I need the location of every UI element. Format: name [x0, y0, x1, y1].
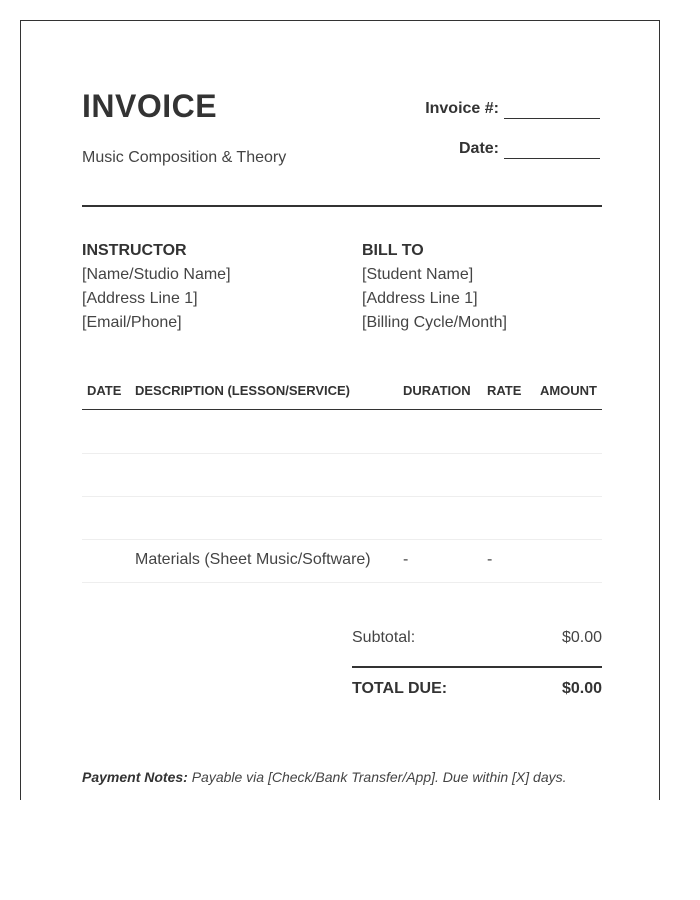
bill-to-line: [Address Line 1] [362, 290, 478, 307]
subtotal-value: $0.00 [561, 629, 602, 646]
table-row [82, 410, 602, 454]
invoice-title: INVOICE [82, 88, 218, 124]
invoice-sheet [20, 20, 660, 800]
instructor-block [82, 239, 231, 335]
table-row [82, 453, 602, 497]
invoice-number-label: Invoice #: [425, 100, 499, 117]
total-due-label: TOTAL DUE: [352, 680, 448, 697]
subtotal-label: Subtotal: [352, 629, 416, 646]
payment-notes-label: Payment Notes: [82, 769, 188, 785]
instructor-line: [Email/Phone] [82, 314, 182, 331]
bill-to-block [362, 239, 507, 335]
table-row [82, 539, 602, 583]
invoice-date-blank [504, 142, 600, 159]
bill-to-heading: BILL TO [362, 242, 424, 259]
cell-rate: - [487, 551, 493, 568]
header-divider [82, 205, 602, 207]
invoice-number-field [425, 99, 600, 119]
cell-description: Materials (Sheet Music/Software) [135, 551, 371, 568]
bill-to-line: [Student Name] [362, 266, 474, 283]
total-due-row [352, 679, 602, 703]
instructor-heading: INSTRUCTOR [82, 242, 187, 259]
invoice-date-field [459, 139, 600, 159]
total-due-value: $0.00 [561, 680, 602, 697]
invoice-subtitle: Music Composition & Theory [82, 149, 287, 166]
invoice-date-label: Date: [458, 140, 499, 157]
invoice-number-blank [504, 102, 600, 119]
column-header-duration: DURATION [403, 383, 471, 398]
subtotal-row [352, 628, 602, 668]
cell-duration: - [403, 551, 409, 568]
table-row [82, 496, 602, 540]
payment-notes-text: Payable via [Check/Bank Transfer/App]. Due within [X] days. [187, 769, 567, 785]
column-header-amount: AMOUNT [539, 383, 597, 398]
column-header-date: DATE [87, 383, 122, 398]
line-items-header [82, 381, 602, 410]
bill-to-line: [Billing Cycle/Month] [362, 314, 507, 331]
column-header-rate: RATE [487, 383, 522, 398]
column-header-description: DESCRIPTION (LESSON/SERVICE) [135, 383, 351, 398]
payment-notes [82, 768, 567, 786]
instructor-line: [Address Line 1] [82, 290, 198, 307]
instructor-line: [Name/Studio Name] [82, 266, 231, 283]
